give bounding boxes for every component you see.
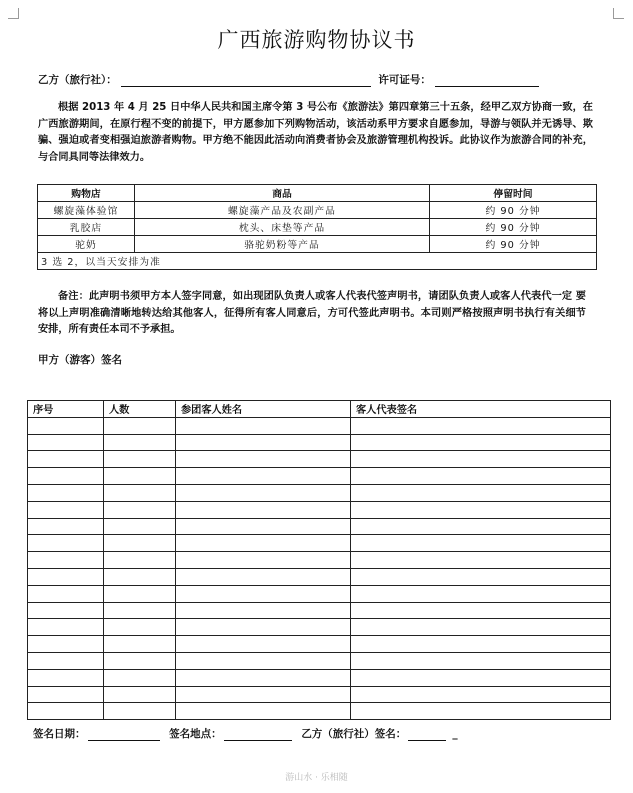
shopping-cell: 螺旋藻产品及农副产品	[135, 202, 430, 219]
guest-cell[interactable]	[176, 434, 351, 451]
guest-cell[interactable]	[351, 501, 611, 518]
guest-cell[interactable]	[176, 552, 351, 569]
guest-row	[28, 619, 611, 636]
agency-sign-label: 乙方（旅行社）签名：	[301, 728, 407, 740]
guest-cell[interactable]	[104, 518, 176, 535]
shopping-cell: 螺旋藻体验馆	[38, 202, 135, 219]
guest-cell[interactable]	[28, 451, 104, 468]
guest-cell[interactable]	[176, 484, 351, 501]
guest-cell[interactable]	[104, 652, 176, 669]
guest-cell[interactable]	[104, 451, 176, 468]
guest-cell[interactable]	[176, 669, 351, 686]
guest-cell[interactable]	[176, 518, 351, 535]
guest-row	[28, 669, 611, 686]
guest-cell[interactable]	[351, 417, 611, 434]
guest-cell[interactable]	[104, 568, 176, 585]
guest-header-cell: 客人代表签名	[351, 401, 611, 418]
guest-cell[interactable]	[176, 585, 351, 602]
shopping-header-cell: 停留时间	[430, 185, 597, 202]
guest-row	[28, 484, 611, 501]
guest-cell[interactable]	[351, 468, 611, 485]
guest-cell[interactable]	[104, 535, 176, 552]
guest-cell[interactable]	[104, 417, 176, 434]
guest-cell[interactable]	[176, 636, 351, 653]
guest-cell[interactable]	[104, 636, 176, 653]
guest-cell[interactable]	[351, 535, 611, 552]
guest-cell[interactable]	[104, 501, 176, 518]
page-corner-mark	[613, 8, 624, 19]
guest-cell[interactable]	[104, 703, 176, 720]
guest-cell[interactable]	[28, 636, 104, 653]
guest-cell[interactable]	[28, 602, 104, 619]
guest-cell[interactable]	[104, 484, 176, 501]
guest-cell[interactable]	[28, 669, 104, 686]
shopping-cell: 约 90 分钟	[430, 236, 597, 253]
guest-cell[interactable]	[176, 468, 351, 485]
guest-cell[interactable]	[176, 703, 351, 720]
guest-row	[28, 518, 611, 535]
guest-cell[interactable]	[351, 602, 611, 619]
guest-row	[28, 451, 611, 468]
guest-row	[28, 552, 611, 569]
party-b-label: 乙方（旅行社）：	[38, 74, 117, 86]
guest-cell[interactable]	[176, 417, 351, 434]
guest-cell[interactable]	[351, 484, 611, 501]
shopping-row	[38, 202, 597, 219]
guest-cell[interactable]	[176, 535, 351, 552]
guest-row	[28, 703, 611, 720]
party-b-blank[interactable]	[121, 75, 371, 87]
guest-row	[28, 636, 611, 653]
shopping-cell: 约 90 分钟	[430, 219, 597, 236]
guest-cell[interactable]	[351, 636, 611, 653]
guest-cell[interactable]	[28, 619, 104, 636]
guest-row	[28, 652, 611, 669]
agency-sign-suffix: _	[452, 728, 458, 740]
guest-cell[interactable]	[351, 434, 611, 451]
sign-date-blank[interactable]	[88, 729, 160, 741]
guest-table	[27, 400, 611, 720]
guest-cell[interactable]	[104, 619, 176, 636]
guest-cell[interactable]	[176, 602, 351, 619]
guest-cell[interactable]	[351, 669, 611, 686]
guest-cell[interactable]	[351, 451, 611, 468]
sign-place-blank[interactable]	[224, 729, 292, 741]
guest-cell[interactable]	[28, 535, 104, 552]
signature-footer	[33, 726, 458, 741]
guest-cell[interactable]	[351, 686, 611, 703]
guest-cell[interactable]	[104, 686, 176, 703]
guest-row	[28, 417, 611, 434]
guest-cell[interactable]	[351, 652, 611, 669]
watermark: 游山水 · 乐相随	[285, 773, 348, 783]
guest-row	[28, 602, 611, 619]
shopping-row	[38, 236, 597, 253]
guest-cell[interactable]	[28, 484, 104, 501]
guest-header-cell: 参团客人姓名	[176, 401, 351, 418]
shopping-header-cell: 商品	[135, 185, 430, 202]
shopping-table	[37, 184, 597, 270]
guest-cell[interactable]	[28, 417, 104, 434]
shopping-row	[38, 219, 597, 236]
guest-cell[interactable]	[28, 703, 104, 720]
guest-cell[interactable]	[351, 518, 611, 535]
shopping-cell: 枕头、床垫等产品	[135, 219, 430, 236]
guest-cell[interactable]	[176, 568, 351, 585]
guest-cell[interactable]	[104, 468, 176, 485]
guest-row	[28, 434, 611, 451]
guest-cell[interactable]	[176, 686, 351, 703]
guest-cell[interactable]	[104, 585, 176, 602]
sign-place-label: 签名地点：	[169, 728, 222, 740]
guest-cell[interactable]	[351, 585, 611, 602]
guest-row	[28, 468, 611, 485]
guest-cell[interactable]	[28, 686, 104, 703]
guest-cell[interactable]	[28, 585, 104, 602]
guest-cell[interactable]	[28, 552, 104, 569]
guest-row	[28, 535, 611, 552]
shopping-table-header	[38, 185, 597, 202]
guest-cell[interactable]	[176, 501, 351, 518]
guest-row	[28, 585, 611, 602]
shopping-cell: 乳胶店	[38, 219, 135, 236]
license-blank[interactable]	[435, 75, 539, 87]
guest-cell[interactable]	[28, 568, 104, 585]
agency-sign-blank[interactable]	[408, 729, 446, 741]
guest-cell[interactable]	[104, 434, 176, 451]
guest-header-cell: 人数	[104, 401, 176, 418]
shopping-cell: 骆驼奶粉等产品	[135, 236, 430, 253]
guest-cell[interactable]	[28, 518, 104, 535]
sign-date-label: 签名日期：	[33, 728, 86, 740]
guest-row	[28, 501, 611, 518]
guest-cell[interactable]	[28, 501, 104, 518]
guest-cell[interactable]	[28, 652, 104, 669]
shopping-cell: 约 90 分钟	[430, 202, 597, 219]
guest-cell[interactable]	[351, 619, 611, 636]
party-b-line	[38, 72, 539, 87]
guest-cell[interactable]	[28, 434, 104, 451]
guest-cell[interactable]	[176, 451, 351, 468]
guest-row	[28, 568, 611, 585]
remark-paragraph: 备注：此声明书须甲方本人签字同意，如出现团队负责人或客人代表代签声明书，请团队负责人或客人代表代一定 要将以上声明准确清晰地转达给其他客人，征得所有客人同意后，方可代签此声明书。本司则严格按照声明书执行有关细节安排，所有责任本司不予承担。	[38, 291, 586, 335]
intro-paragraph: 根据 2013 年 4 月 25 日中华人民共和国主席令第 3 号公布《旅游法》第四章第三十五条，经甲乙双方协商一致，在广西旅游期间，在原行程不变的前提下，甲方愿参加下列购物活动，该活动系甲方要求自愿参加，导游与领队并无诱导、欺骗、强迫或者变相强迫旅游者购物。甲方绝不能因此活动向消费者协会及旅游管理机构投诉。此协议作为旅游合同的补充，与合同具同等法律效力。	[38, 102, 593, 163]
guest-row	[28, 686, 611, 703]
document-title: 广西旅游购物协议书	[217, 28, 416, 52]
guest-cell[interactable]	[176, 652, 351, 669]
guest-cell[interactable]	[351, 552, 611, 569]
page-corner-mark	[8, 8, 19, 19]
shopping-note: 3 选 2，以当天安排为准	[38, 253, 597, 270]
guest-cell[interactable]	[351, 703, 611, 720]
tourist-signature-label: 甲方（游客）签名	[38, 354, 122, 366]
guest-table-header	[28, 401, 611, 418]
shopping-header-cell: 购物店	[38, 185, 135, 202]
guest-cell[interactable]	[104, 552, 176, 569]
guest-header-cell: 序号	[28, 401, 104, 418]
shopping-cell: 驼奶	[38, 236, 135, 253]
guest-cell[interactable]	[351, 568, 611, 585]
guest-cell[interactable]	[104, 669, 176, 686]
guest-cell[interactable]	[104, 602, 176, 619]
license-label: 许可证号：	[378, 74, 431, 86]
guest-cell[interactable]	[28, 468, 104, 485]
shopping-note-row	[38, 253, 597, 270]
guest-cell[interactable]	[176, 619, 351, 636]
